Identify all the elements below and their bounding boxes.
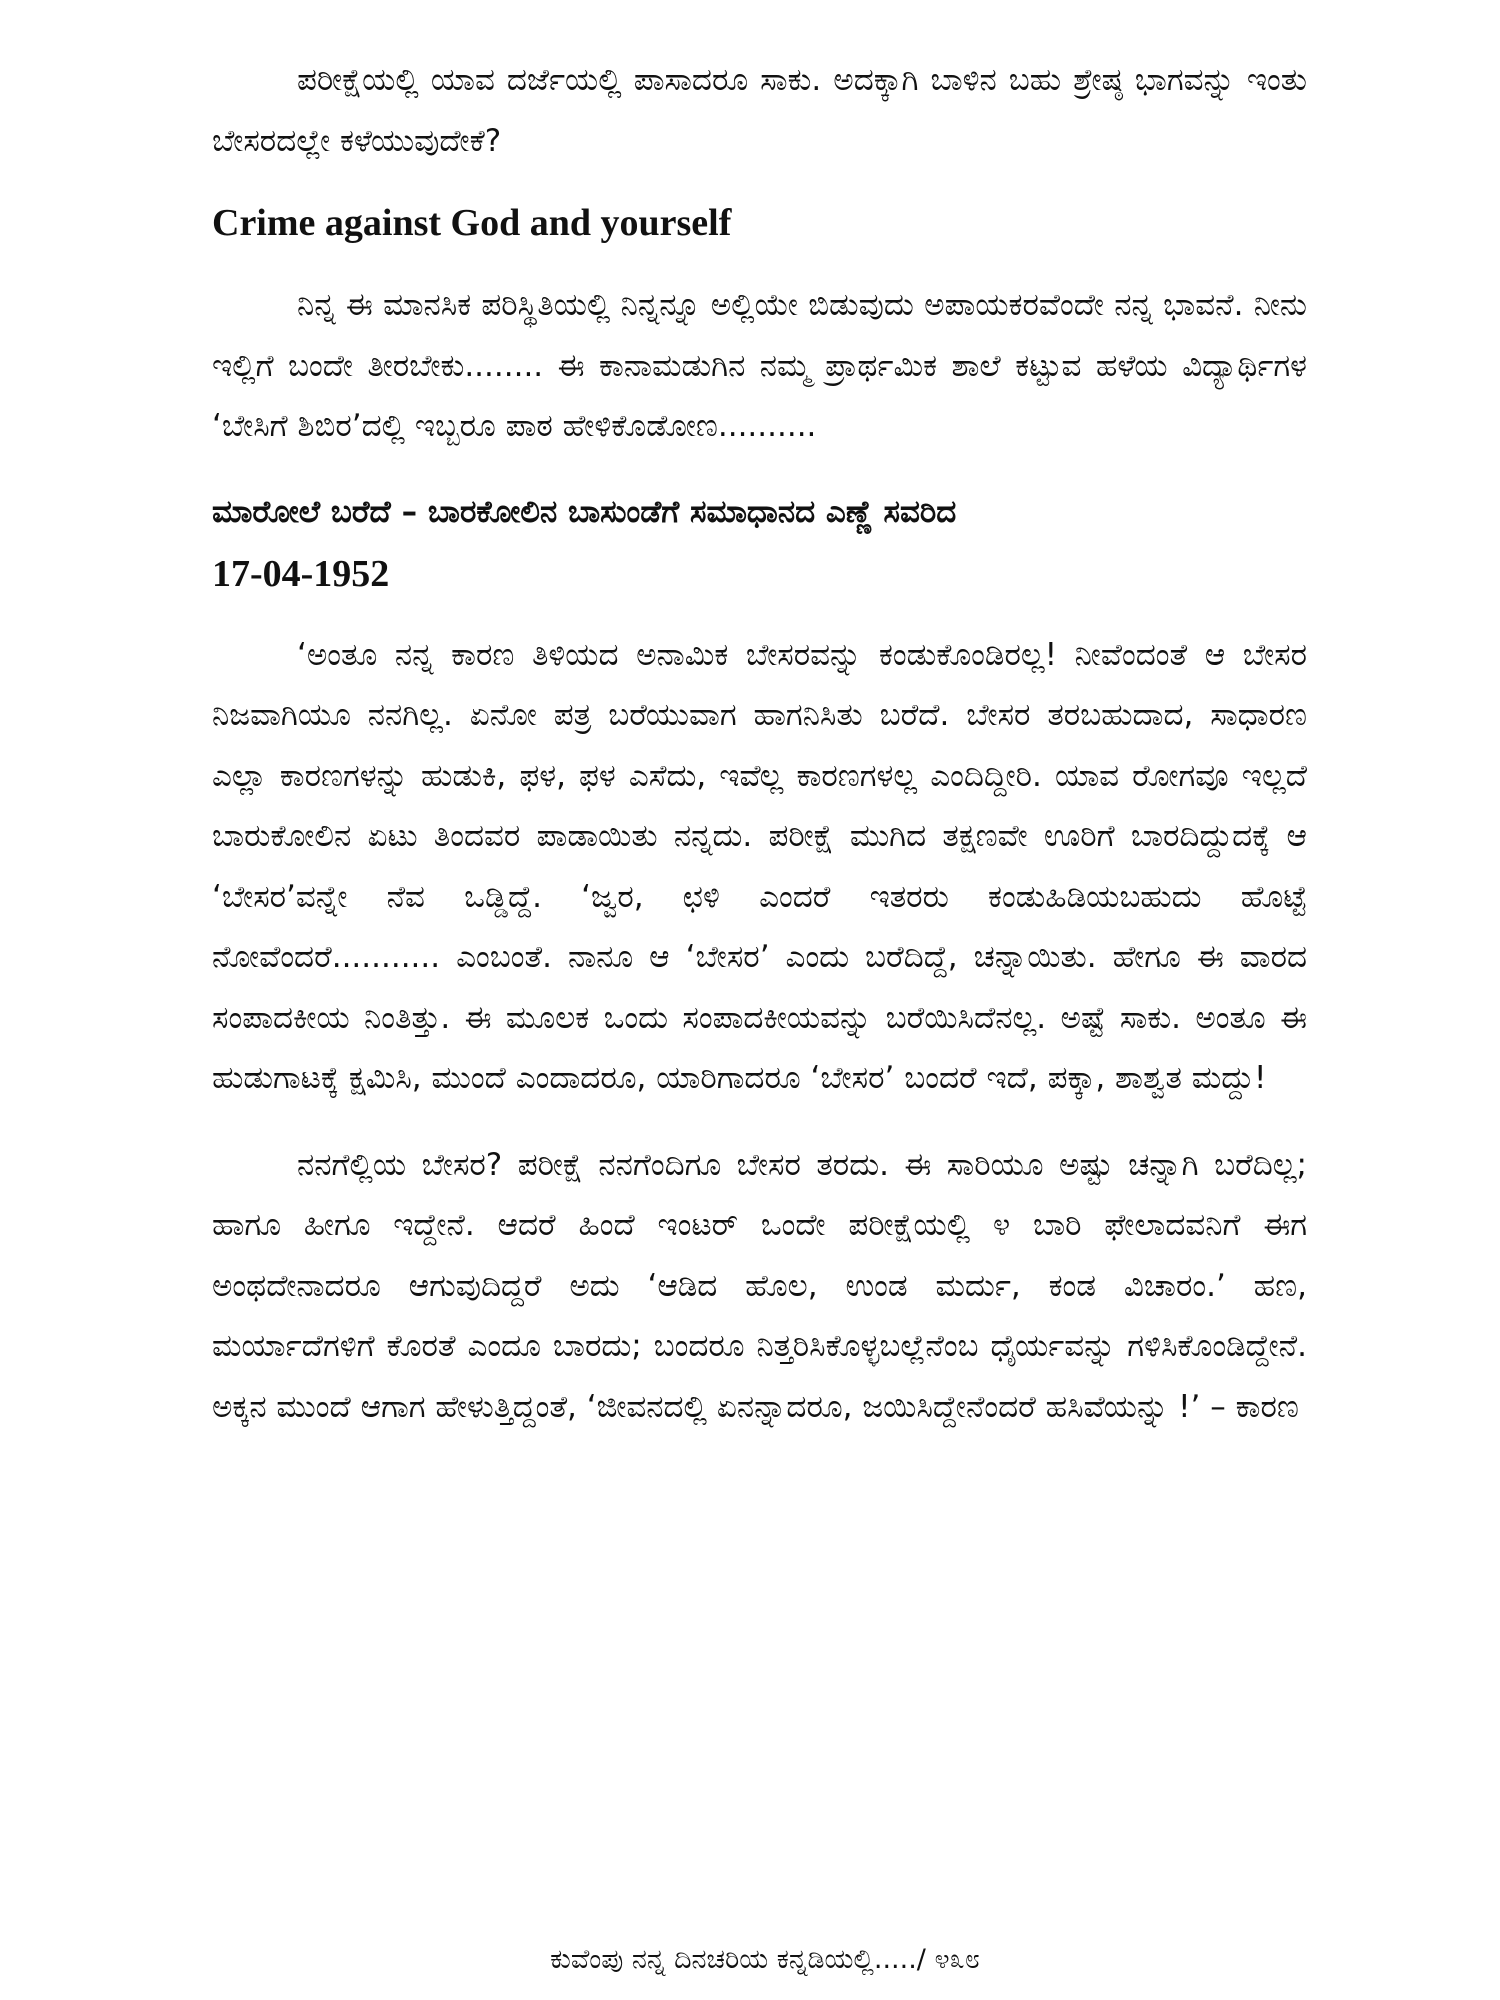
- paragraph-intro: ಪರೀಕ್ಷೆಯಲ್ಲಿ ಯಾವ ದರ್ಜೆಯಲ್ಲಿ ಪಾಸಾದರೂ ಸಾಕು. ಅದಕ್ಕಾಗಿ ಬಾಳಿನ ಬಹು ಶ್ರೇಷ್ಠ ಭಾಗವನ್ನು ಇಂತು ಬೇಸರದಲ್ಲೇ ಕಳೆಯುವುದೇಕೆ?: [212, 62, 1307, 159]
- heading-date: 17-04-1952: [212, 552, 390, 595]
- paragraph-crime: ನಿನ್ನ ಈ ಮಾನಸಿಕ ಪರಿಸ್ಥಿತಿಯಲ್ಲಿ ನಿನ್ನನ್ನೂ ಅಲ್ಲಿಯೇ ಬಿಡುವುದು ಅಪಾಯಕರವೆಂದೇ ನನ್ನ ಭಾವನೆ. ನೀನು ಇಲ್ಲಿಗೆ ಬಂದೇ ತೀರಬೇಕು........ ಈ ಕಾನಾಮಡುಗಿನ ನಮ್ಮ ಪ್ರಾರ್ಥಮಿಕ ಶಾಲೆ ಕಟ್ಟುವ ಹಳೆಯ ವಿದ್ಯಾರ್ಥಿಗಳ ‘ಬೇಸಿಗೆ ಶಿಬಿರ’ದಲ್ಲಿ ಇಬ್ಬರೂ ಪಾಠ ಹೇಳಿಕೊಡೋಣ..........: [212, 287, 1307, 444]
- paragraph-reply: ನನಗೆಲ್ಲಿಯ ಬೇಸರ? ಪರೀಕ್ಷೆ ನನಗೆಂದಿಗೂ ಬೇಸರ ತರದು. ಈ ಸಾರಿಯೂ ಅಷ್ಟು ಚನ್ನಾಗಿ ಬರೆದಿಲ್ಲ; ಹಾಗೂ ಹೀಗೂ ಇದ್ದೇನೆ. ಆದರೆ ಹಿಂದೆ ಇಂಟರ್ ಒಂದೇ ಪರೀಕ್ಷೆಯಲ್ಲಿ ೪ ಬಾರಿ ಫೇಲಾದವನಿಗೆ ಈಗ ಅಂಥದೇನಾದರೂ ಆಗುವುದಿದ್ದರೆ ಅದು ‘ಆಡಿದ ಹೊಲ, ಉಂಡ ಮರ್ದು, ಕಂಡ ವಿಚಾರಂ.’ ಹಣ, ಮರ್ಯಾದೆಗಳಿಗೆ ಕೊರತೆ ಎಂದೂ ಬಾರದು; ಬಂದರೂ ನಿತ್ತರಿಸಿಕೊಳ್ಳಬಲ್ಲೆನೆಂಬ ಧೈರ್ಯವನ್ನು ಗಳಿಸಿಕೊಂಡಿದ್ದೇನೆ. ಅಕ್ಕನ ಮುಂದೆ ಆಗಾಗ ಹೇಳುತ್ತಿದ್ದಂತೆ, ‘ಜೀವನದಲ್ಲಿ ಏನನ್ನಾದರೂ, ಜಯಿಸಿದ್ದೇನೆಂದರೆ ಹಸಿವೆಯನ್ನು !’ – ಕಾರಣ: [212, 1146, 1307, 1425]
- paragraph-letter: ‘ಅಂತೂ ನನ್ನ ಕಾರಣ ತಿಳಿಯದ ಅನಾಮಿಕ ಬೇಸರವನ್ನು ಕಂಡುಕೊಂಡಿರಲ್ಲ! ನೀವೆಂದಂತೆ ಆ ಬೇಸರ ನಿಜವಾಗಿಯೂ ನನಗಿಲ್ಲ. ಏನೋ ಪತ್ರ ಬರೆಯುವಾಗ ಹಾಗನಿಸಿತು ಬರೆದೆ. ಬೇಸರ ತರಬಹುದಾದ, ಸಾಧಾರಣ ಎಲ್ಲಾ ಕಾರಣಗಳನ್ನು ಹುಡುಕಿ, ಫಳ, ಫಳ ಎಸೆದು, ಇವೆಲ್ಲ ಕಾರಣಗಳಲ್ಲ ಎಂದಿದ್ದೀರಿ. ಯಾವ ರೋಗವೂ ಇಲ್ಲದೆ ಬಾರುಕೋಲಿನ ಏಟು ತಿಂದವರ ಪಾಡಾಯಿತು ನನ್ನದು. ಪರೀಕ್ಷೆ ಮುಗಿದ ತಕ್ಷಣವೇ ಊರಿಗೆ ಬಾರದಿದ್ದುದಕ್ಕೆ ಆ ‘ಬೇಸರ’ವನ್ನೇ ನೆವ ಒಡ್ಡಿದ್ದೆ. ‘ಜ್ವರ, ಛಳಿ ಎಂದರೆ ಇತರರು ಕಂಡುಹಿಡಿಯಬಹುದು ಹೊಟ್ಟೆ ನೋವೆಂದರೆ........... ಎಂಬಂತೆ. ನಾನೂ ಆ ‘ಬೇಸರ’ ಎಂದು ಬರೆದಿದ್ದೆ, ಚನ್ನಾಯಿತು. ಹೇಗೂ ಈ ವಾರದ ಸಂಪಾದಕೀಯ ನಿಂತಿತ್ತು. ಈ ಮೂಲಕ ಒಂದು ಸಂಪಾದಕೀಯವನ್ನು ಬರೆಯಿಸಿದೆನಲ್ಲ. ಅಷ್ಟೆ ಸಾಕು. ಅಂತೂ ಈ ಹುಡುಗಾಟಕ್ಕೆ ಕ್ಷಮಿಸಿ, ಮುಂದೆ ಎಂದಾದರೂ, ಯಾರಿಗಾದರೂ ‘ಬೇಸರ’ ಬಂದರೆ ಇದೆ, ಪಕ್ಕಾ, ಶಾಶ್ವತ ಮದ್ದು!: [212, 636, 1307, 1096]
- section-heading-kannada: [212, 481, 1307, 605]
- page-footer: ಕುವೆಂಪು ನನ್ನ ದಿನಚರಿಯ ಕನ್ನಡಿಯಲ್ಲಿ...../ ೪೩೮: [550, 1944, 980, 1975]
- heading-title: ಮಾರೋಲೆ ಬರೆದೆ – ಬಾರಕೋಲಿನ ಬಾಸುಂಡೆಗೆ ಸಮಾಧಾನದ ಎಣ್ಣೆ ಸವರಿದ: [212, 493, 957, 530]
- section-heading-english: Crime against God and yourself: [212, 202, 732, 244]
- page-body: [212, 50, 1307, 1437]
